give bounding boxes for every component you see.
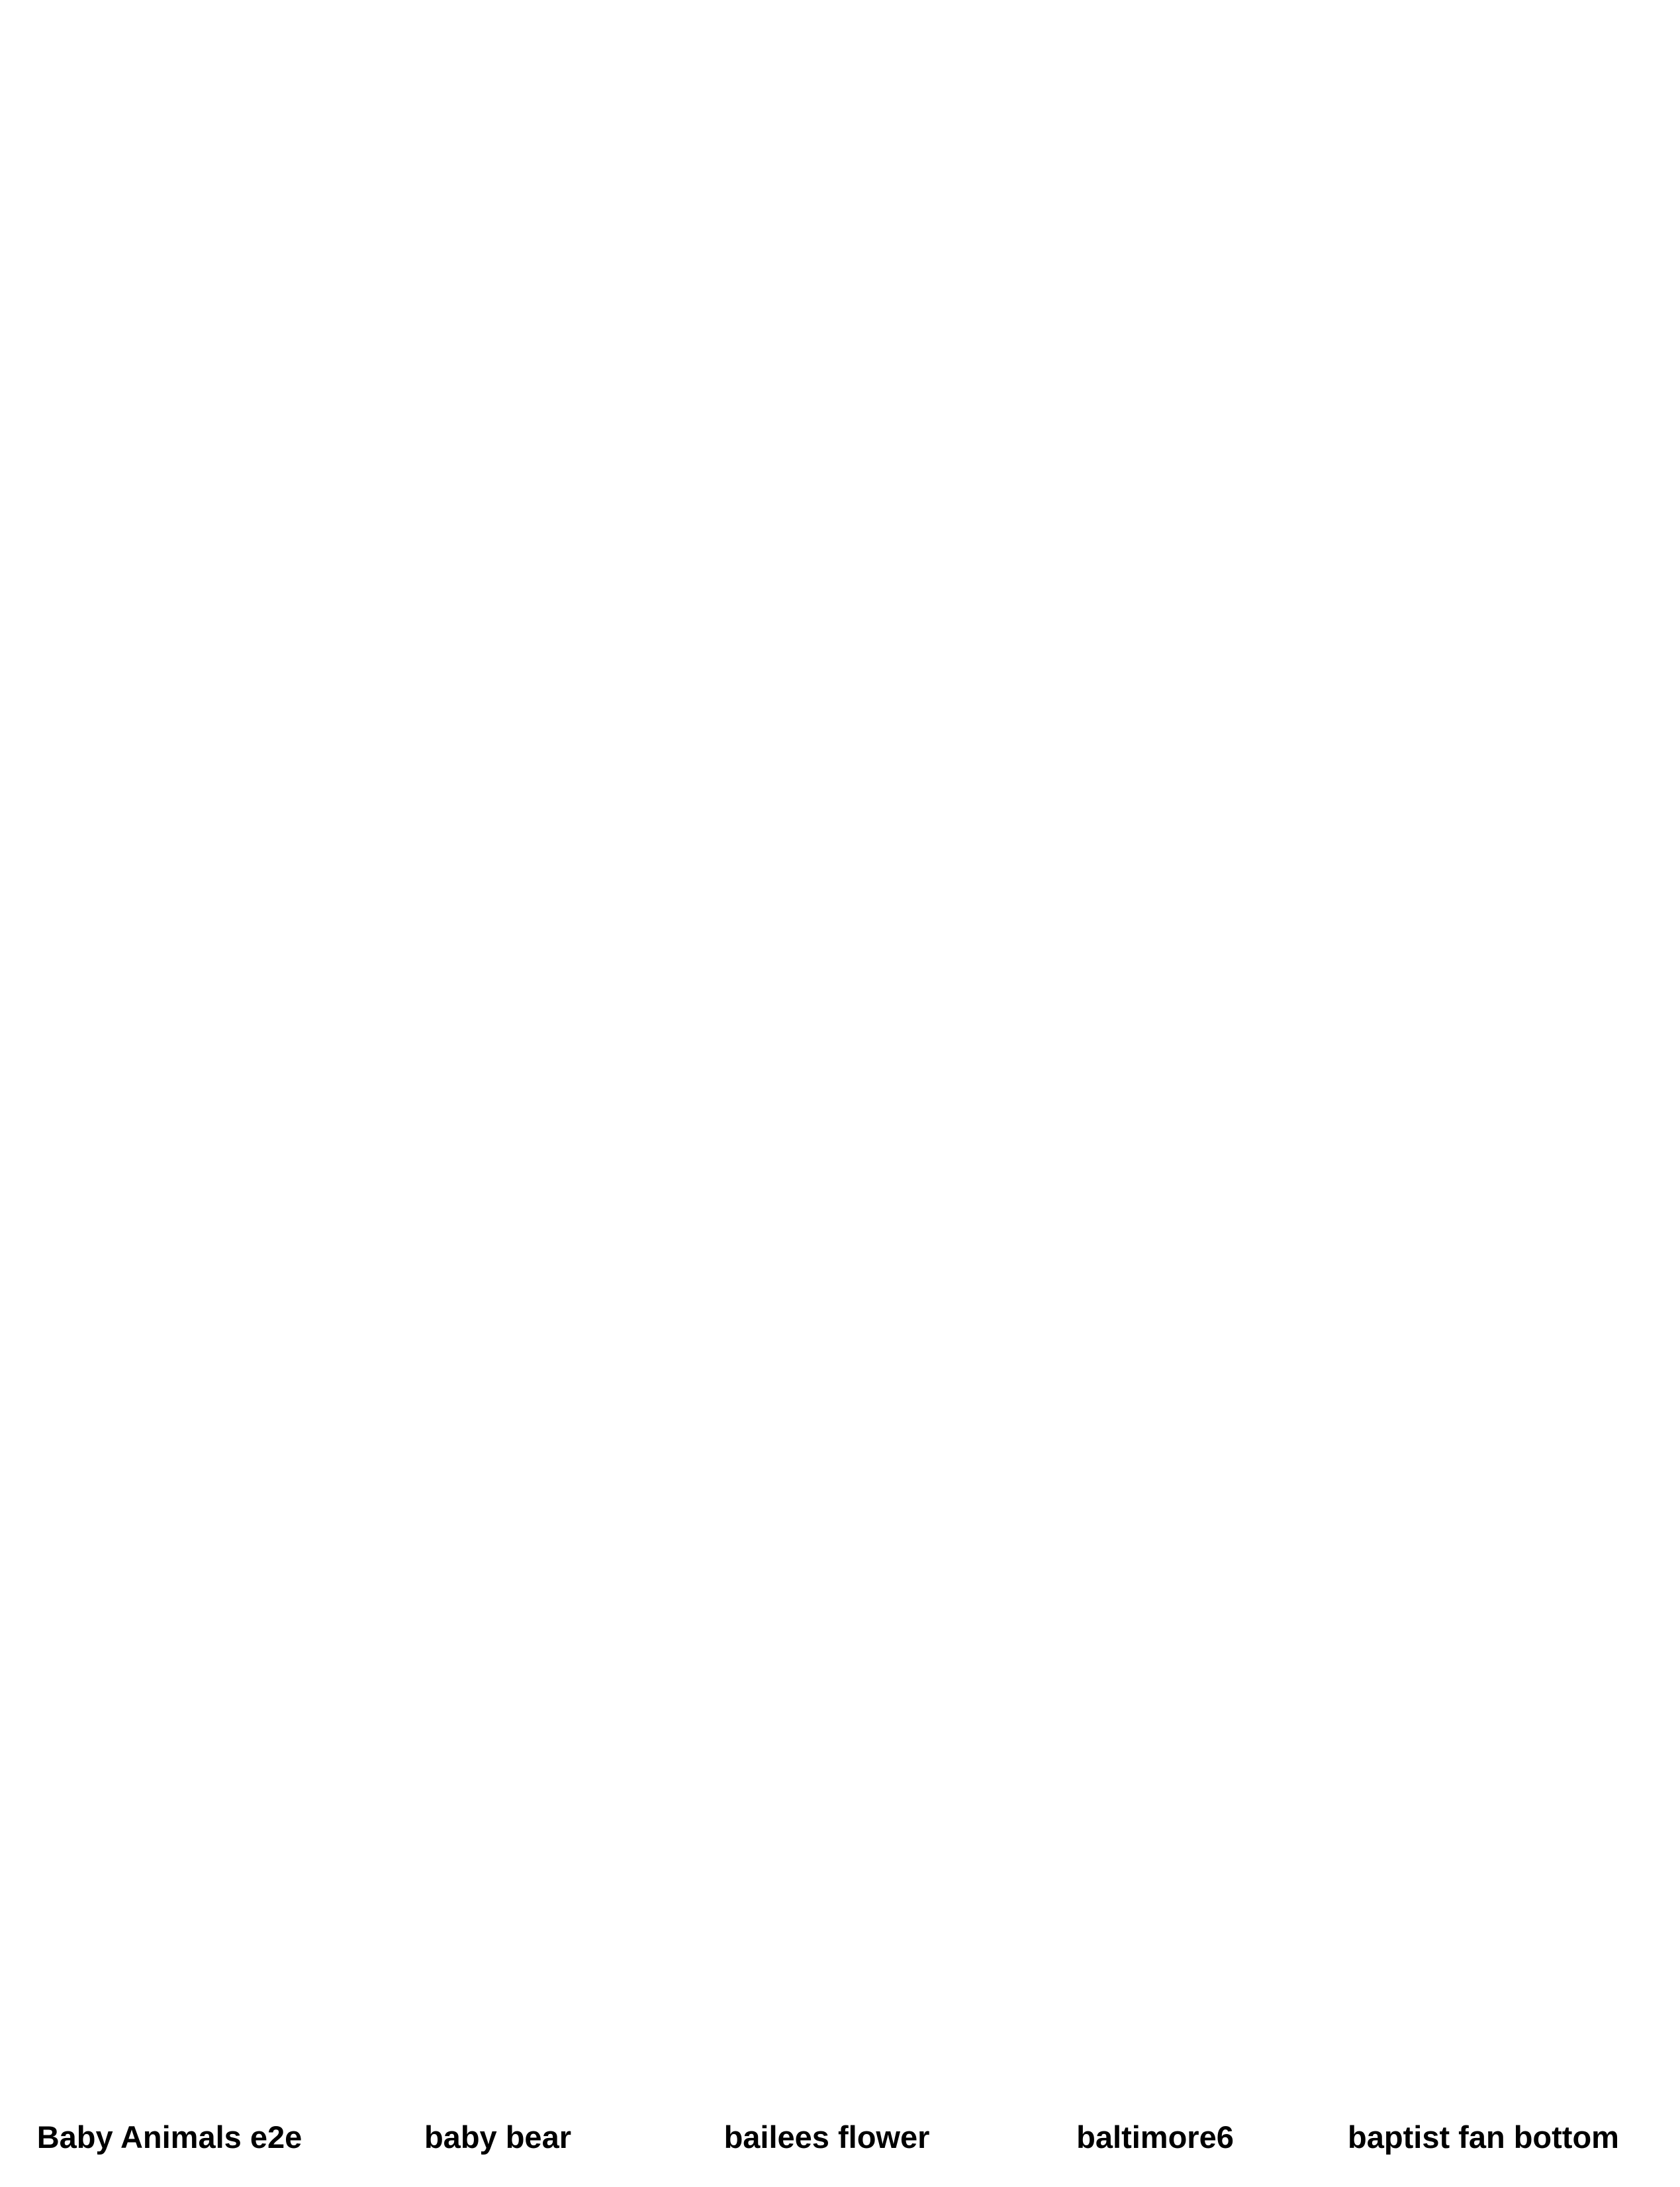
pattern-card[interactable] (5, 2116, 334, 2187)
pattern-title: baptist fan bottom (1348, 2119, 1619, 2155)
pattern-title: baltimore6 (1076, 2119, 1234, 2155)
pattern-card[interactable] (663, 2116, 991, 2187)
pattern-title: baby bear (424, 2119, 572, 2155)
pattern-title: Baby Animals e2e (36, 2119, 303, 2155)
pattern-card[interactable] (1319, 2116, 1648, 2187)
pattern-title: bailees flower (723, 2119, 930, 2155)
pattern-card[interactable] (991, 2116, 1319, 2187)
pattern-card[interactable] (334, 2116, 662, 2187)
